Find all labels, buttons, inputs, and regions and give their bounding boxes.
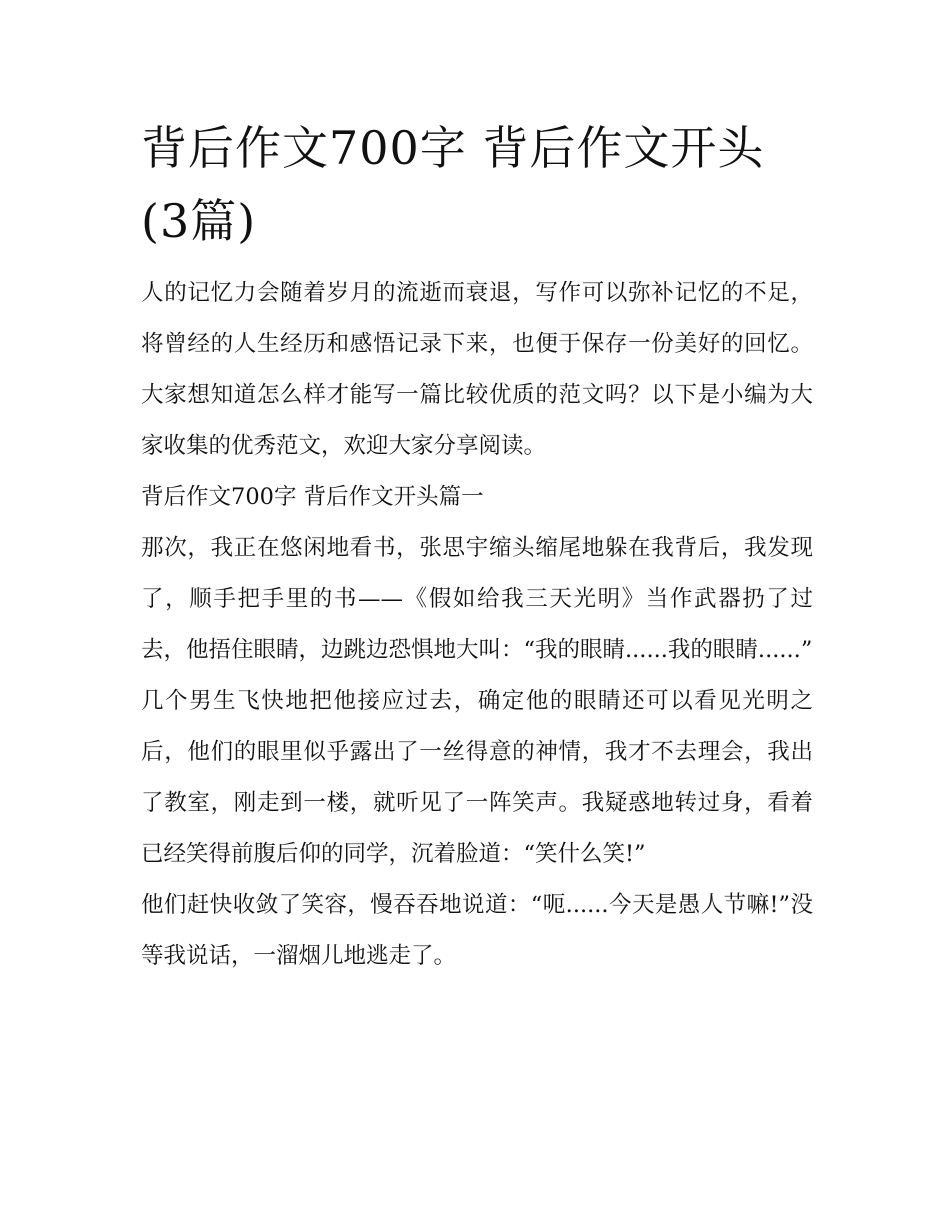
section-heading: 背后作文700字 背后作文开头篇一 [141, 484, 484, 510]
document-title: 背后作文700字 背后作文开头(3篇) [141, 121, 765, 248]
body-paragraph: 几个男生飞快地把他接应过去，确定他的眼睛还可以看见光明之后，他们的眼里似乎露出了一丝得意的神情，我才不去理会，我出了教室，刚走到一楼，就听见了一阵笑声。我疑惑地转过身，看着已经笑得前腹后仰的同学，沉着脸道：“笑什么笑!” [141, 688, 813, 867]
intro-paragraph: 人的记忆力会随着岁月的流逝而衰退，写作可以弥补记忆的不足，将曾经的人生经历和感悟记录下来，也便于保存一份美好的回忆。大家想知道怎么样才能写一篇比较优质的范文吗？以下是小编为大家收集的优秀范文，欢迎大家分享阅读。 [141, 280, 813, 459]
body-paragraph: 那次，我正在悠闲地看书，张思宇缩头缩尾地躲在我背后，我发现了，顺手把手里的书——《假如给我三天光明》当作武器扔了过去，他捂住眼睛，边跳边恐惧地大叫：“我的眼睛......我的眼睛......” [141, 535, 813, 663]
body-paragraph: 他们赶快收敛了笑容，慢吞吞地说道：“呃......今天是愚人节嘛!”没等我说话，一溜烟儿地逃走了。 [141, 892, 813, 969]
document-body [141, 112, 813, 982]
